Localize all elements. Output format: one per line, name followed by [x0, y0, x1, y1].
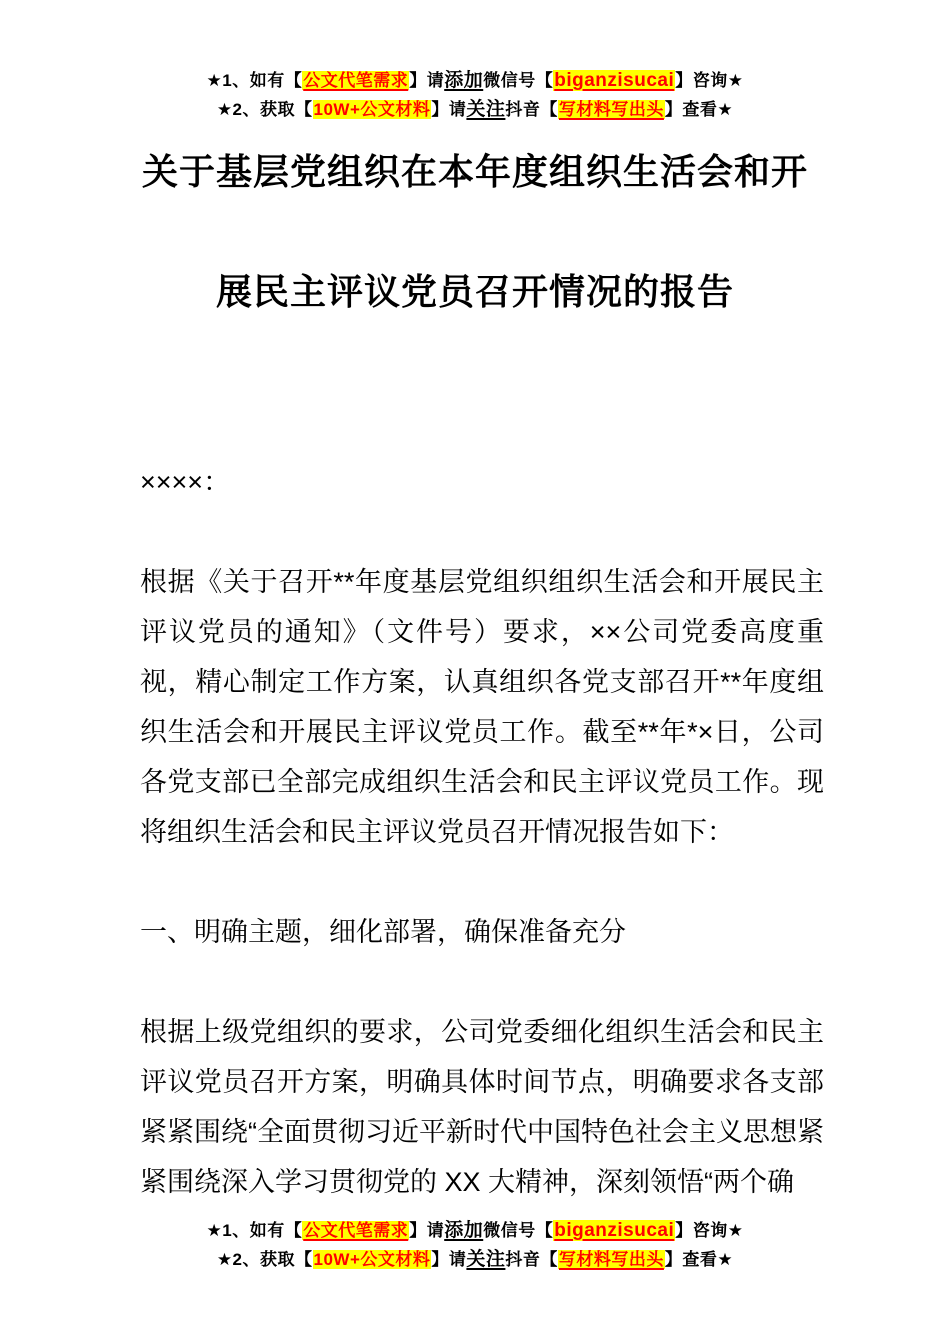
promo-highlight-service-need: 公文代笔需求: [303, 1221, 409, 1240]
promo-text: 】请: [431, 1250, 467, 1269]
promo-wechat-id: biganzisucai: [554, 1220, 675, 1241]
promo-text: 】咨询★: [675, 71, 744, 90]
document-title: [0, 112, 950, 352]
promo-footer-line-2: [0, 1245, 950, 1274]
promo-text: 抖音【: [505, 1250, 558, 1269]
document-body: [140, 457, 824, 1207]
promo-text: 】查看★: [664, 1250, 734, 1269]
promo-text: 】查看★: [664, 100, 734, 119]
promo-underline-add: 添加: [444, 1220, 484, 1241]
promo-text: ★2、获取【: [216, 1250, 313, 1269]
promo-footer-line-1: [0, 1216, 950, 1245]
promo-text: 】请: [409, 1221, 445, 1240]
promo-text: 】请: [409, 71, 445, 90]
promo-footer: [0, 1216, 950, 1274]
promo-douyin-id: 写材料写出头: [558, 100, 664, 119]
promo-highlight-materials: 10W+公文材料: [313, 100, 431, 119]
promo-text: 】咨询★: [675, 1221, 744, 1240]
promo-douyin-id: 写材料写出头: [558, 1250, 664, 1269]
promo-underline-follow: 关注: [466, 1249, 506, 1270]
promo-text: 】请: [431, 100, 467, 119]
promo-underline-add: 添加: [444, 70, 484, 91]
paragraph-section-1: 根据上级党组织的要求，公司党委细化组织生活会和民主评议党员召开方案，明确具体时间节点，明确要求各支部紧紧围绕“全面贯彻习近平新时代中国特色社会主义思想紧紧围绕深入学习贯彻党的 XX 大精神，深刻领悟“两个确: [140, 1017, 824, 1197]
promo-text: ★1、如有【: [206, 1221, 303, 1240]
promo-text: 微信号【: [483, 1221, 554, 1240]
section-heading-1: 一、明确主题，细化部署，确保准备充分: [140, 917, 626, 947]
promo-text: ★1、如有【: [206, 71, 303, 90]
document-title-line-1: 关于基层党组织在本年度组织生活会和开: [141, 151, 808, 192]
promo-underline-follow: 关注: [466, 99, 506, 120]
salutation: ××××：: [140, 467, 231, 497]
promo-highlight-service-need: 公文代笔需求: [303, 71, 409, 90]
promo-text: 微信号【: [483, 71, 554, 90]
promo-wechat-id: biganzisucai: [554, 70, 675, 91]
paragraph-intro: 根据《关于召开**年度基层党组织组织生活会和开展民主评议党员的通知》（文件号）要求，××公司党委高度重视，精心制定工作方案，认真组织各党支部召开**年度组织生活会和开展民主评议党员工作。截至**年*×日，公司各党支部已全部完成组织生活会和民主评议党员工作。现将组织生活会和民主评议党员召开情况报告如下：: [140, 567, 824, 847]
promo-highlight-materials: 10W+公文材料: [313, 1250, 431, 1269]
promo-text: 抖音【: [505, 100, 558, 119]
promo-header-line-1: [0, 66, 950, 95]
promo-text: ★2、获取【: [216, 100, 313, 119]
document-title-line-2: 展民主评议党员召开情况的报告: [215, 271, 734, 312]
